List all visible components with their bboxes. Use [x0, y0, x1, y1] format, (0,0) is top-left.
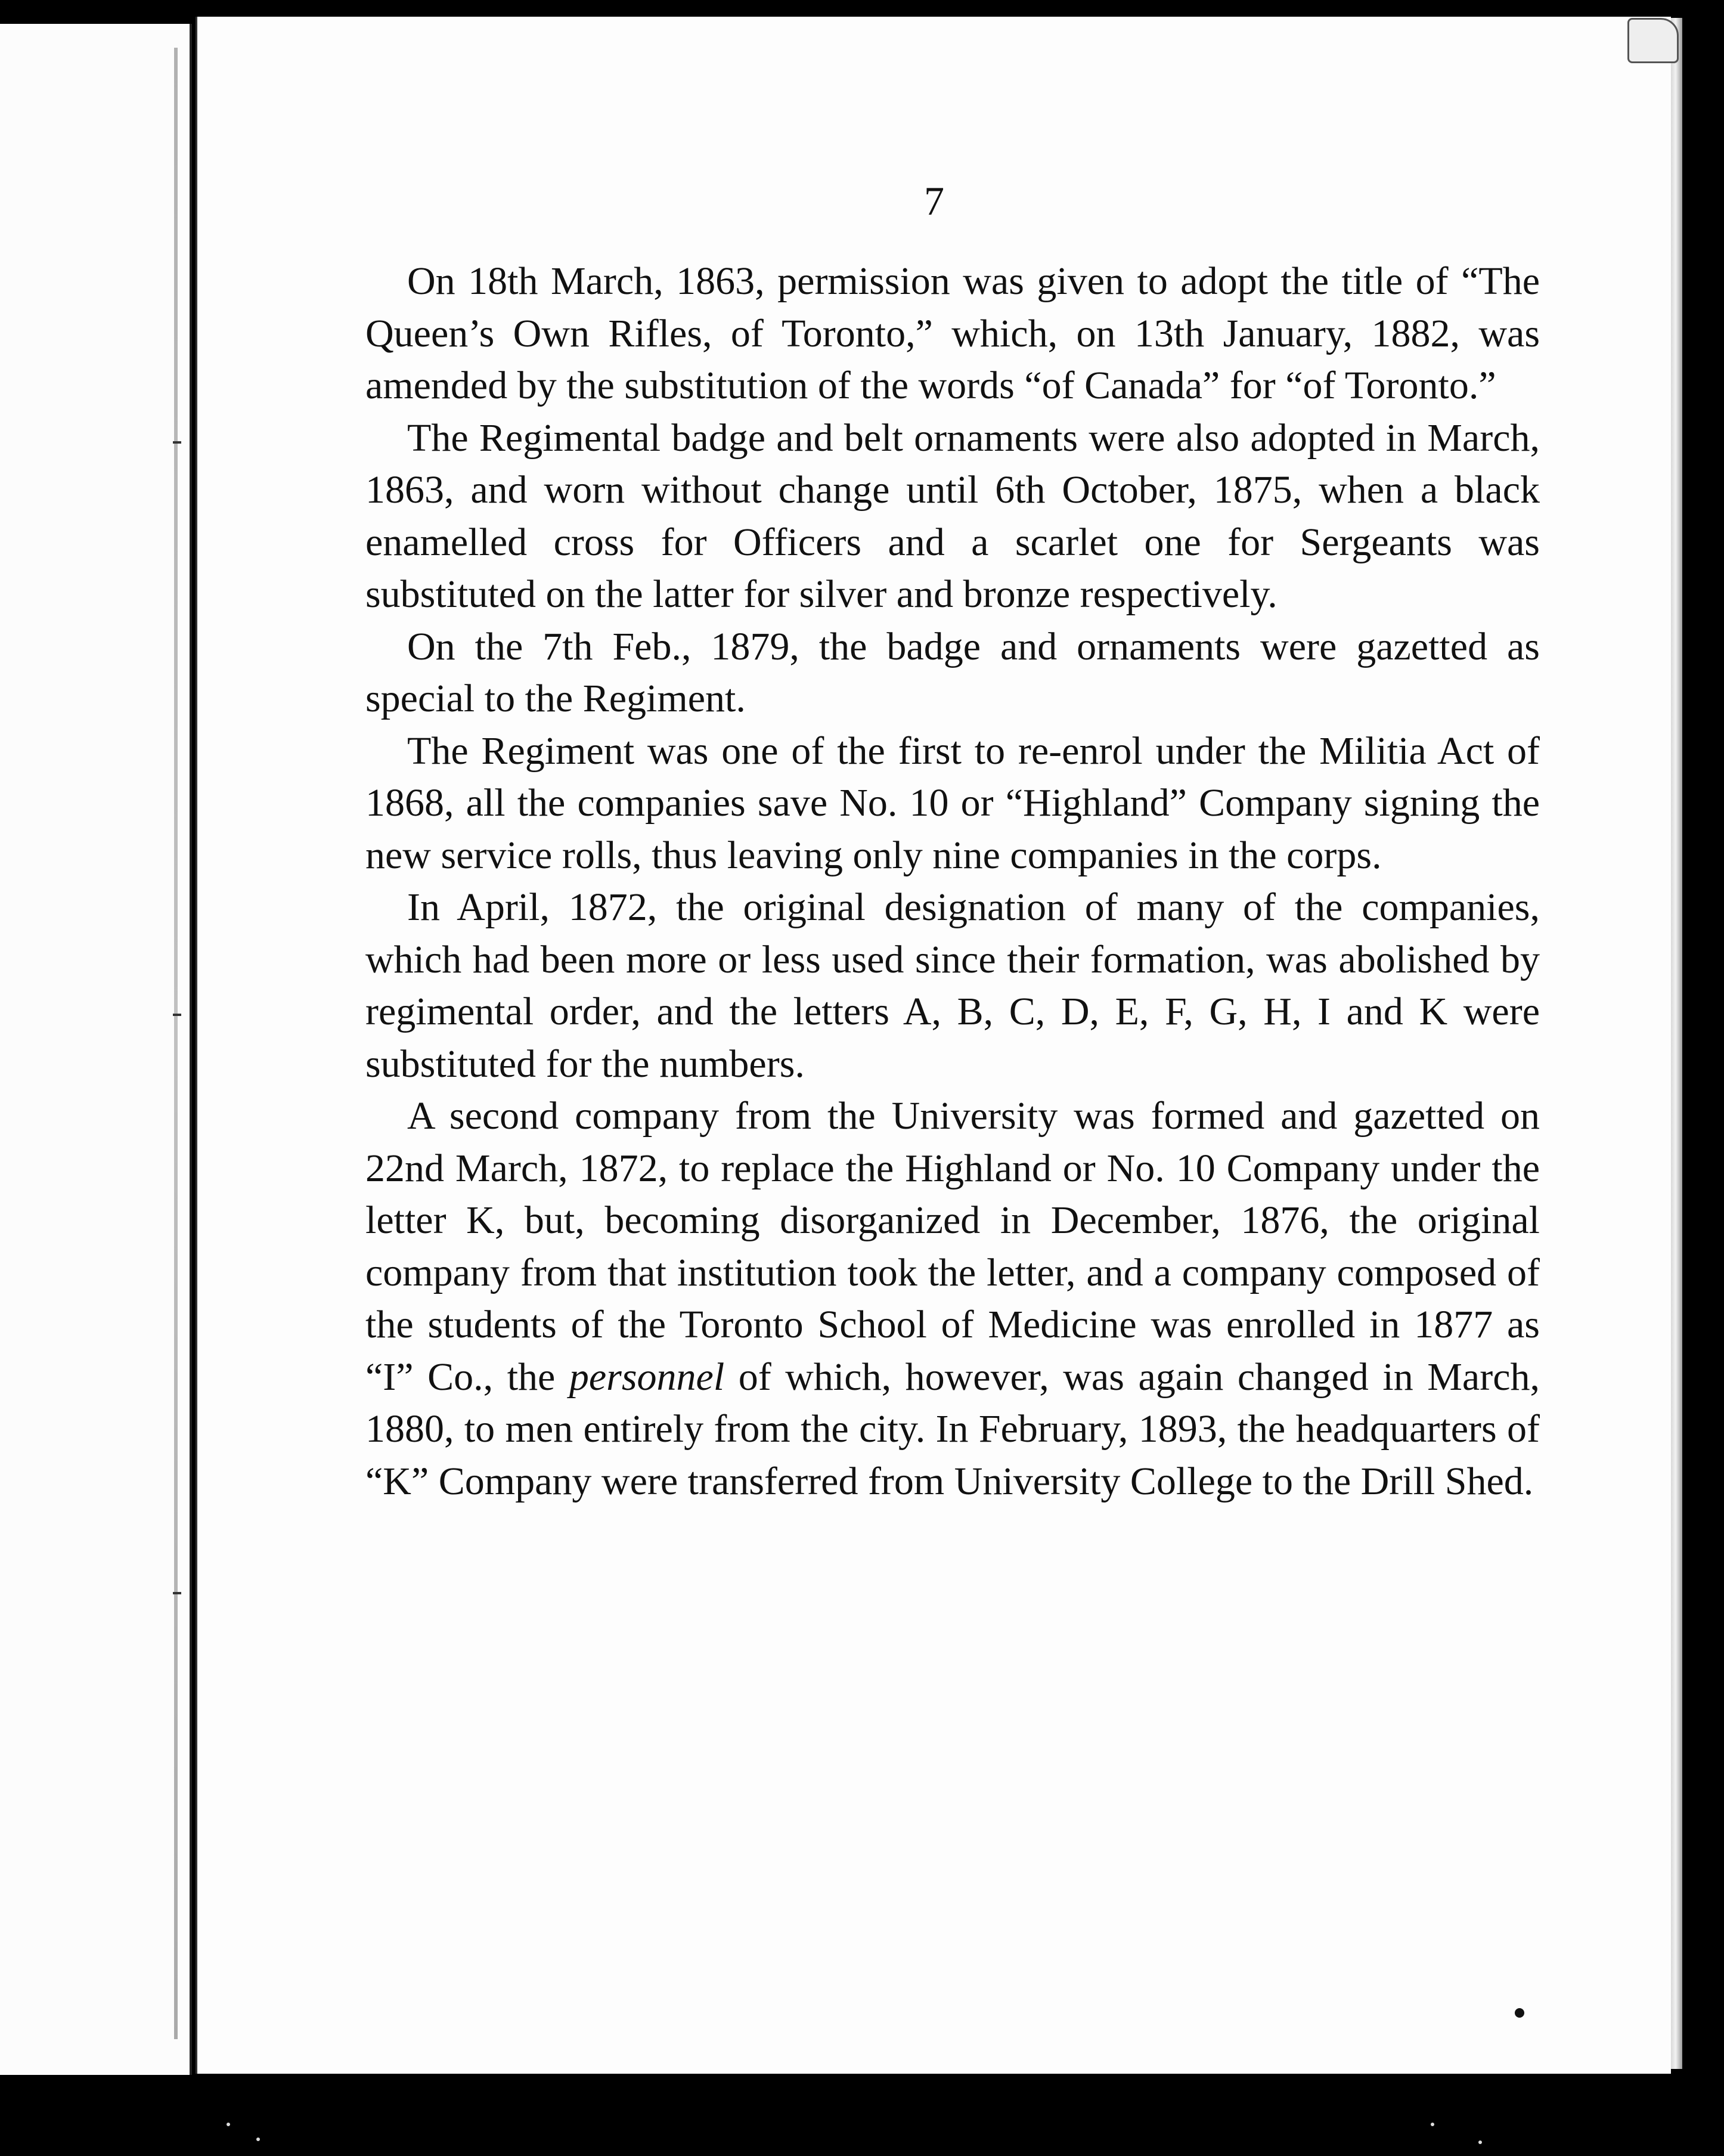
scan-speck [1431, 2123, 1434, 2126]
paragraph-text: A second company from the University was formed and gazetted on 22nd March, 1872, to replace the Highland or No. 10 Company under the letter K, but, becoming disorganized in December, 1876, the original company from that institution took the letter, and a company composed of the students of the Toronto School of Medicine was enrolled in 1877 as “I” Co., the [365, 1094, 1540, 1399]
scan-speck [256, 2138, 260, 2141]
page-mark [173, 1592, 181, 1594]
page-number: 7 [924, 178, 944, 224]
italic-term: personnel [569, 1355, 725, 1399]
paragraph: On 18th March, 1863, permission was given to adopt the title of “The Queen’s Own Rifles, of Toronto,” which, on 13th January, 1882, was amended by the substitution of the words “of Canada” for “of Toronto.” [365, 259, 1540, 407]
paragraph: In April, 1872, the original designation of many of the companies, which had been more or less used since their formation, was abolished by regimental order, and the letters A, B, C, D, E, F, G, H, I and K were substituted for the numbers. [365, 885, 1540, 1086]
scan-speck [227, 2123, 230, 2126]
page-mark [173, 1014, 181, 1016]
scan-speck [1478, 2140, 1482, 2144]
corner-fold [1627, 18, 1679, 63]
body-text [365, 255, 1540, 1507]
paragraph [365, 1090, 1540, 1507]
paragraph: The Regiment was one of the first to re-enrol under the Militia Act of 1868, all the companies save No. 10 or “Highland” Company signing the new service rolls, thus leaving only nine companies in the corps. [365, 729, 1540, 877]
ink-dot [1515, 2008, 1524, 2018]
paragraph: On the 7th Feb., 1879, the badge and ornaments were gazetted as special to the Regiment. [365, 624, 1540, 720]
paragraph: The Regimental badge and belt ornaments were also adopted in March, 1863, and worn without change until 6th October, 1875, when a black enamelled cross for Officers and a scarlet one for Sergeants was substituted on the latter for silver and bronze respectively. [365, 416, 1540, 616]
facing-page-gutter [174, 48, 178, 2039]
page-mark [173, 441, 181, 444]
book-page [196, 17, 1671, 2074]
facing-page-edge [0, 24, 192, 2075]
paragraph-text: of which, however, was again changed in March, 1880, to men entirely from the city. In February, 1893, the headquarters of “K” Company were transferred from University College to the Drill Shed. [365, 1355, 1540, 1503]
page-edge [1669, 18, 1682, 2069]
